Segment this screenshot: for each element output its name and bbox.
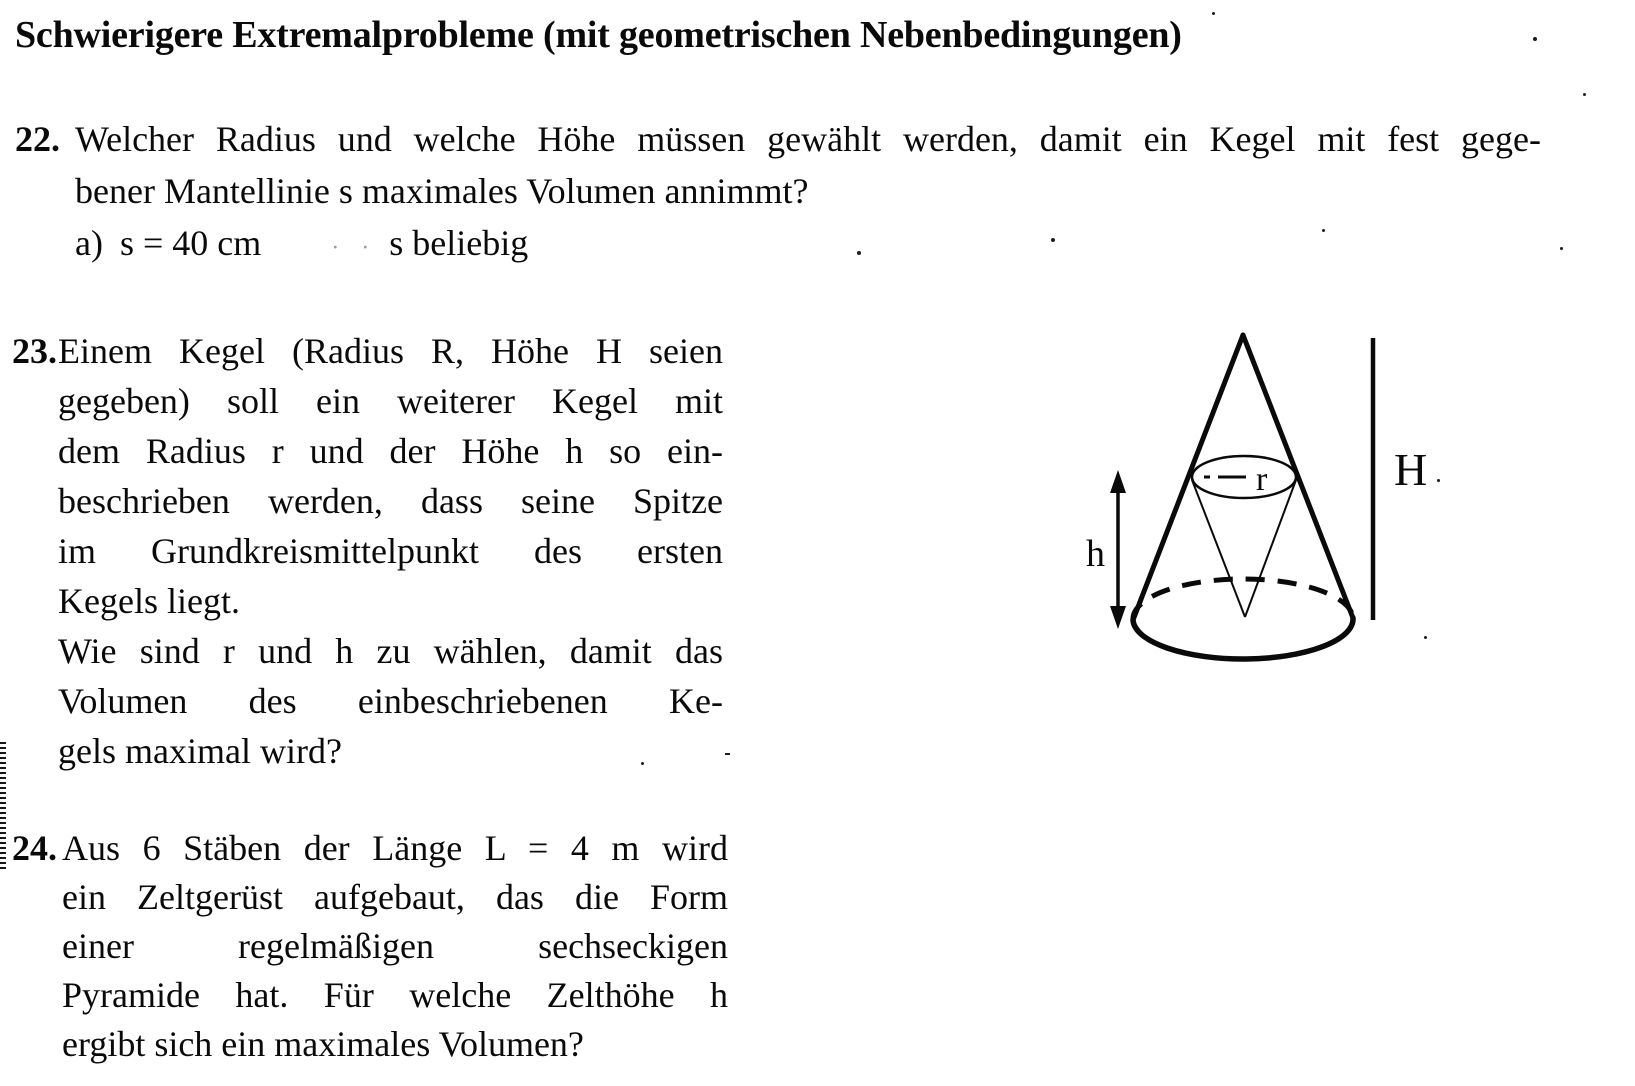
inscribed-cone-left-edge xyxy=(1192,480,1245,617)
problem-23-line: gels maximal wird? xyxy=(58,731,342,771)
scan-speckle xyxy=(1437,479,1440,482)
problem-24-line: Pyramide hat. Für welche Zelthöhe h xyxy=(62,975,728,1015)
problem-24-line: ein Zeltgerüst aufgebaut, das die Form xyxy=(62,877,728,917)
cone-figure xyxy=(1060,315,1445,680)
inscribed-cone-right-edge xyxy=(1245,480,1296,617)
problem-24 xyxy=(12,824,728,1069)
problem-23-text xyxy=(58,326,723,776)
problem-23-line: gegeben) soll ein weiterer Kegel mit xyxy=(58,381,723,421)
problem-24-line: ergibt sich ein maximales Volumen? xyxy=(62,1024,584,1064)
problem-23-line: Wie sind r und h zu wählen, damit das xyxy=(58,631,723,671)
problem-23-line: beschrieben werden, dass seine Spitze xyxy=(58,481,723,521)
problem-23-line: Kegels liegt. xyxy=(58,581,240,621)
problem-22-line: Welcher Radius und welche Höhe müssen gewählt werden, damit ein Kegel mit fest gege- xyxy=(75,119,1541,159)
scan-speckle xyxy=(857,251,861,255)
problem-23-line: Einem Kegel (Radius R, Höhe H seien xyxy=(58,331,723,371)
problem-23-line: im Grundkreismittelpunkt des ersten xyxy=(58,531,723,571)
scan-speckle xyxy=(1560,247,1563,250)
scan-speckle xyxy=(1212,12,1215,15)
problem-22 xyxy=(15,113,1541,274)
h-label: h xyxy=(1086,533,1105,575)
problem-23-line: dem Radius r und der Höhe h so ein- xyxy=(58,431,723,471)
scan-speckle xyxy=(641,762,644,765)
item-a-label: a) xyxy=(75,223,103,263)
faded-print-marks: · · xyxy=(331,235,378,261)
h-arrow-up-head xyxy=(1110,470,1126,493)
problem-23-line: Volumen des einbeschriebenen Ke- xyxy=(58,681,723,721)
page-title: Schwierigere Extremalprobleme (mit geometrischen Nebenbedingungen) xyxy=(15,14,1182,56)
radius-label: r xyxy=(1256,461,1268,498)
problem-22-text xyxy=(75,113,1541,274)
scan-speckle xyxy=(1322,229,1325,232)
item-a-value: s = 40 cm xyxy=(119,223,262,263)
scan-speckle xyxy=(725,753,730,755)
problem-23 xyxy=(12,326,723,776)
problem-22-number: 22. xyxy=(15,119,60,159)
h-arrow-down-head xyxy=(1110,606,1126,629)
problem-24-number: 24. xyxy=(12,828,57,868)
problem-22-line: bener Mantellinie s maximales Volumen annimmt? xyxy=(75,171,809,211)
scan-speckle xyxy=(1533,37,1537,41)
H-label: H xyxy=(1394,444,1428,495)
scan-speckle xyxy=(1424,636,1427,639)
problem-22-subitems xyxy=(75,217,1541,274)
scan-speckle xyxy=(1583,93,1586,96)
problem-23-number: 23. xyxy=(12,331,57,371)
scan-edge-artifact xyxy=(0,742,6,870)
problem-24-line: einer regelmäßigen sechseckigen xyxy=(62,926,728,966)
item-b-value: s beliebig xyxy=(389,223,529,263)
problem-24-text xyxy=(62,824,728,1069)
base-ellipse-front xyxy=(1133,618,1353,659)
scan-speckle xyxy=(1051,238,1055,242)
problem-24-line: Aus 6 Stäben der Länge L = 4 m wird xyxy=(62,828,728,868)
